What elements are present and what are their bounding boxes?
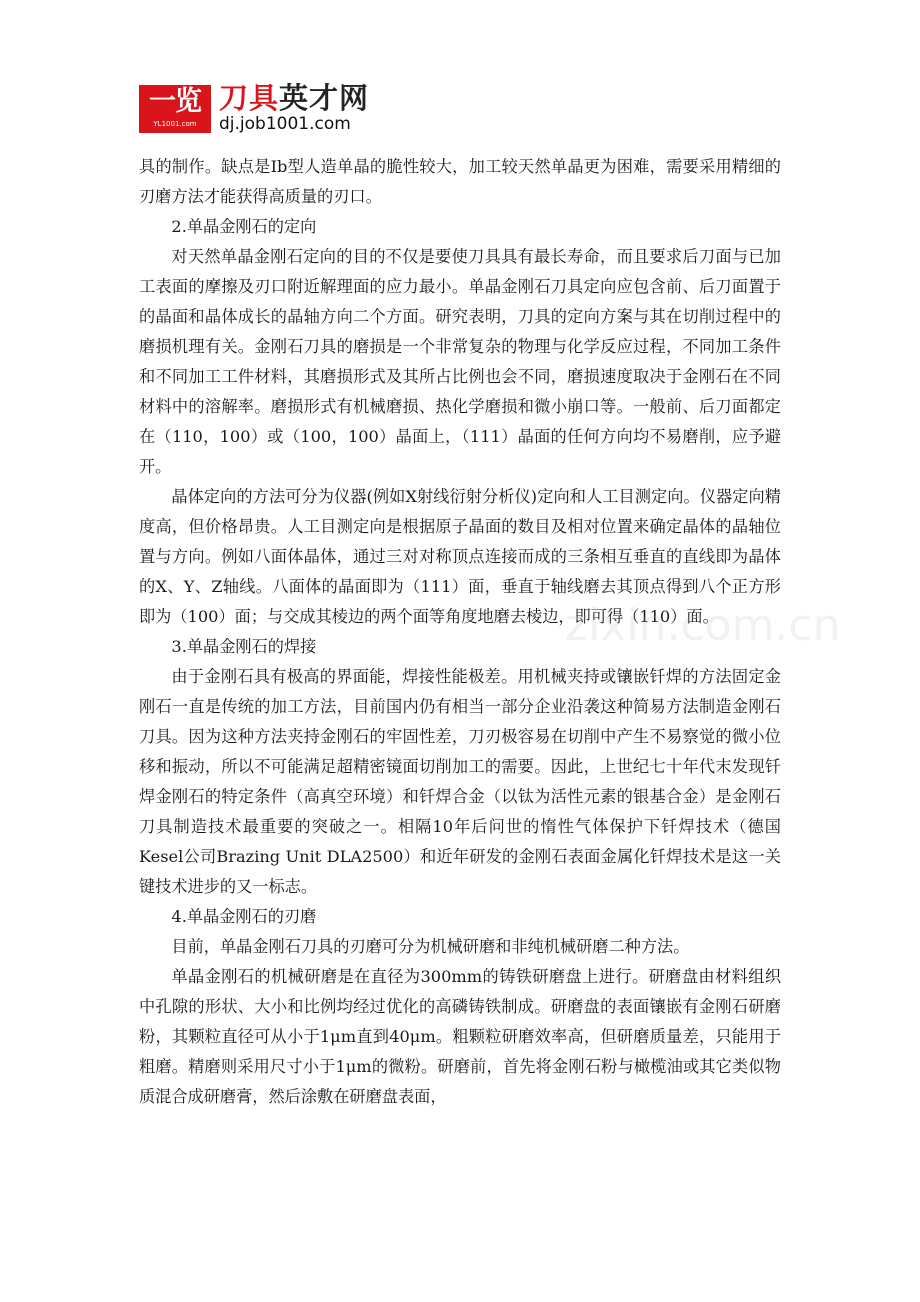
yilan-logo[interactable]: [139, 85, 211, 133]
document-body: [139, 152, 781, 1112]
logo-sub-text: YL1001.com: [153, 120, 197, 128]
brand-name[interactable]: [219, 82, 369, 114]
paragraph: 晶体定向的方法可分为仪器(例如X射线衍射分析仪)定向和人工目测定向。仪器定向精度高，但价格昂贵。人工目测定向是根据原子晶面的数目及相对位置来确定晶体的晶轴位置与方向。例如八面体晶体，通过三对对称顶点连接而成的三条相互垂直的直线即为晶体的X、Y、Z轴线。八面体的晶面即为（111）面，垂直于轴线磨去其顶点得到八个正方形即为（100）面；与交成其棱边的两个面等角度地磨去棱边，即可得（110）面。: [139, 487, 781, 626]
watermark: zixin.com.cn: [565, 600, 841, 651]
brand-url[interactable]: dj.job1001.com: [219, 114, 351, 134]
section-heading: 4.单晶金刚石的刃磨: [171, 907, 317, 926]
brand-name-rest: 英才网: [279, 81, 370, 115]
paragraph: 具的制作。缺点是Ib型人造单晶的脆性较大，加工较天然单晶更为困难，需要采用精细的刃磨方法才能获得高质量的刃口。: [139, 157, 781, 206]
site-header: [139, 82, 439, 134]
brand-name-accent: 刀具: [219, 81, 280, 115]
section-heading: 2.单晶金刚石的定向: [171, 217, 317, 236]
logo-main-text: 一览: [149, 86, 201, 117]
paragraph: 单晶金刚石的机械研磨是在直径为300mm的铸铁研磨盘上进行。研磨盘由材料组织中孔隙的形状、大小和比例均经过优化的高磷铸铁制成。研磨盘的表面镶嵌有金刚石研磨粉，其颗粒直径可从小于1μm直到40μm。粗颗粒研磨效率高，但研磨质量差，只能用于粗磨。精磨则采用尺寸小于1μm的微粉。研磨前，首先将金刚石粉与橄榄油或其它类似物质混合成研磨膏，然后涂敷在研磨盘表面，: [139, 967, 781, 1106]
paragraph: 由于金刚石具有极高的界面能，焊接性能极差。用机械夹持或镶嵌钎焊的方法固定金刚石一直是传统的加工方法，目前国内仍有相当一部分企业沿袭这种简易方法制造金刚石刀具。因为这种方法夹持金刚石的牢固性差，刀刃极容易在切削中产生不易察觉的微小位移和振动，所以不可能满足超精密镜面切削加工的需要。因此，上世纪七十年代末发现钎焊金刚石的特定条件（高真空环境）和钎焊合金（以钛为活性元素的银基合金）是金刚石刀具制造技术最重要的突破之一。相隔10年后问世的惰性气体保护下钎焊技术（德国Kesel公司Brazing Unit DLA2500）和近年研发的金刚石表面金属化钎焊技术是这一关键技术进步的又一标志。: [139, 667, 781, 896]
section-heading: 3.单晶金刚石的焊接: [171, 637, 317, 656]
paragraph: 目前，单晶金刚石刀具的刃磨可分为机械研磨和非纯机械研磨二种方法。: [171, 937, 690, 956]
paragraph: 对天然单晶金刚石定向的目的不仅是要使刀具具有最长寿命，而且要求后刀面与已加工表面的摩擦及刃口附近解理面的应力最小。单晶金刚石刀具定向应包含前、后刀面置于的晶面和晶体成长的晶轴方向二个方面。研究表明，刀具的定向方案与其在切削过程中的磨损机理有关。金刚石刀具的磨损是一个非常复杂的物理与化学反应过程，不同加工条件和不同加工工件材料，其磨损形式及其所占比例也会不同，磨损速度取决于金刚石在不同材料中的溶解率。磨损形式有机械磨损、热化学磨损和微小崩口等。一般前、后刀面都定在（110，100）或（100，100）晶面上，（111）晶面的任何方向均不易磨削，应予避开。: [139, 247, 781, 476]
